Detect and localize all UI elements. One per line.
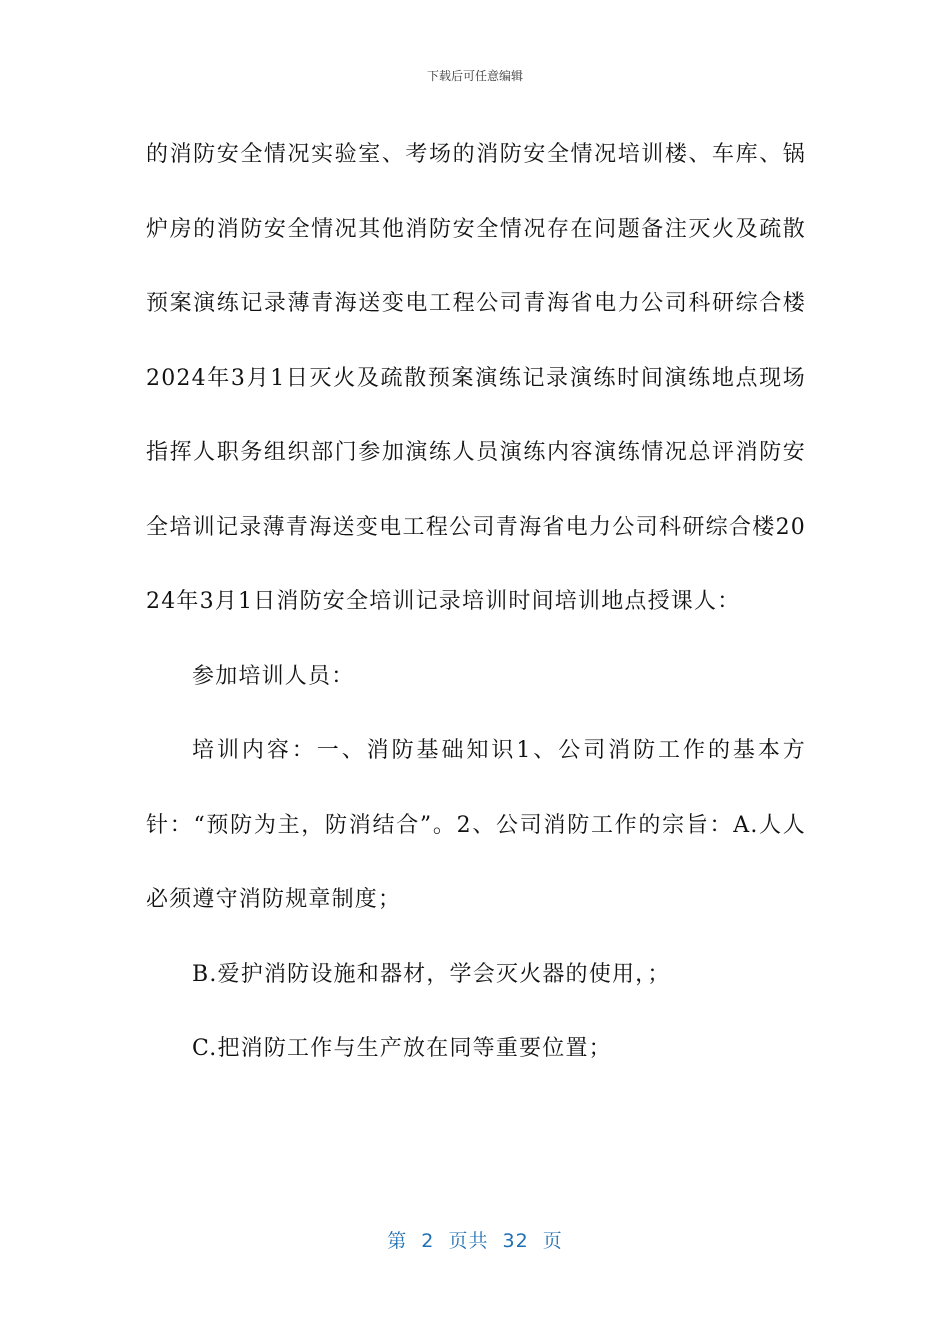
paragraph-item-c: C.把消防工作与生产放在同等重要位置； <box>192 1036 612 1061</box>
paragraph-trainees: 参加培训人员： <box>192 663 355 689</box>
document-body <box>146 118 806 1087</box>
paragraph-item-b: B.爱护消防设施和器材，学会灭火器的使用，； <box>192 961 671 987</box>
header-note: 下载后可任意编辑 <box>426 69 523 83</box>
paragraph-records: 的消防安全情况实验室、考场的消防安全情况培训楼、车库、锅炉房的消防安全情况其他消防安全情况存在问题备注灭火及疏散预案演练记录薄青海送变电工程公司青海省电力公司科研综合楼2024年3月1日灭火及疏散预案演练记录演练时间演练地点现场指挥人职务组织部门参加演练人员演练内容演练情况总评消防安全培训记录薄青海送变电工程公司青海省电力公司科研综合楼2024年3月1日消防安全培训记录培训时间培训地点授课人： <box>146 142 806 614</box>
page-number-footer: 第 2 页共 32 页 <box>387 1230 563 1252</box>
paragraph-training-content: 培训内容：一、消防基础知识1、公司消防工作的基本方针：“预防为主，防消结合”。2、公司消防工作的宗旨：A.人人必须遵守消防规章制度； <box>146 738 806 912</box>
